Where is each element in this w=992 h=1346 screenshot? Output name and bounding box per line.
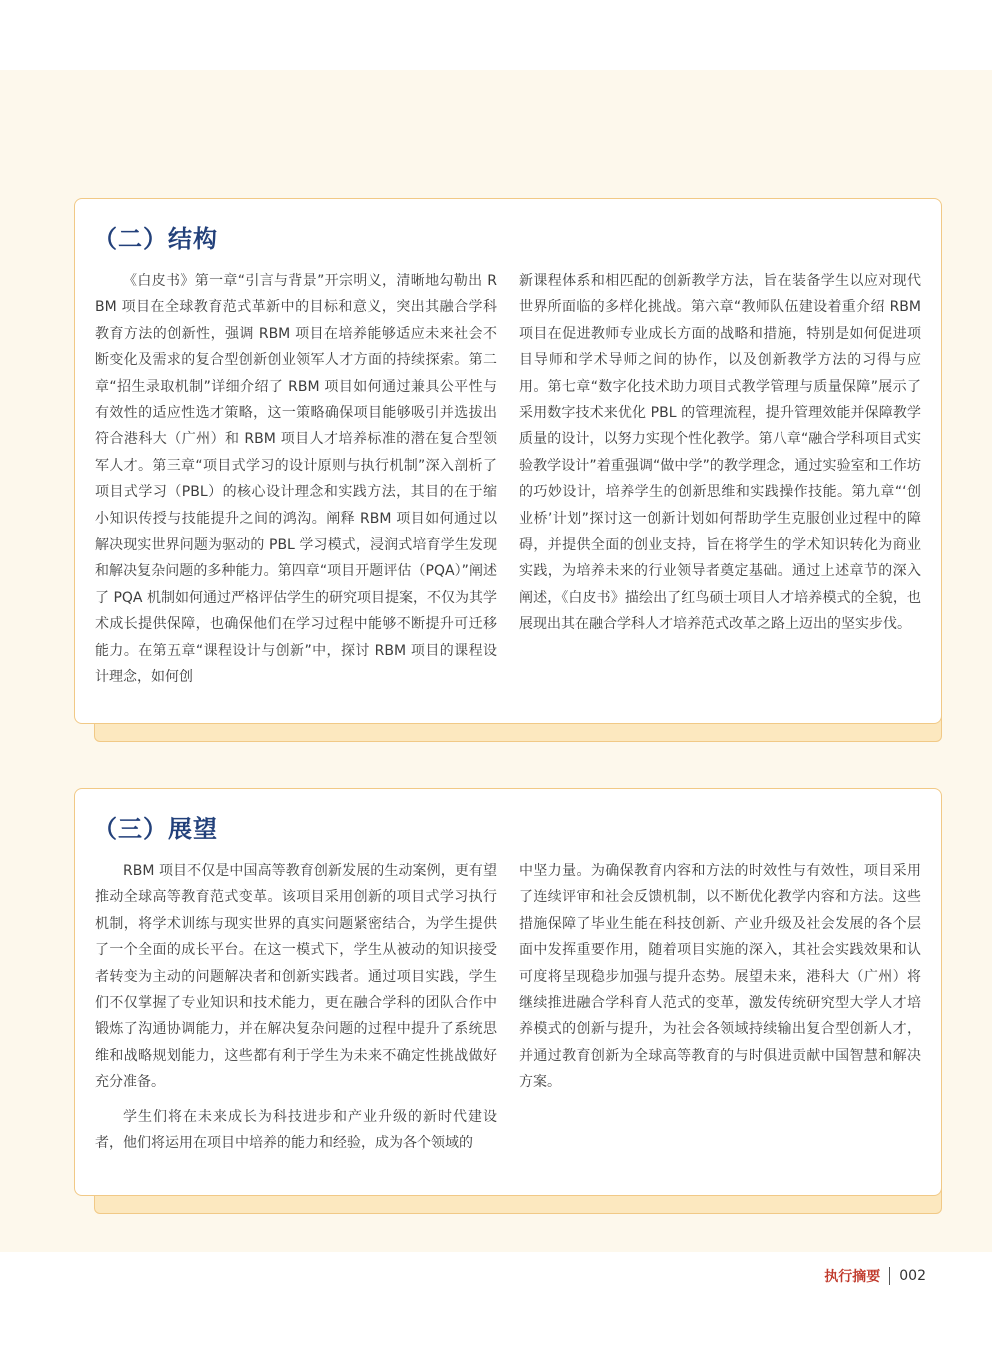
footer-title: 执行摘要 [824, 1269, 881, 1285]
left-column [95, 268, 497, 691]
paragraph: 《白皮书》第一章“引言与背景”开宗明义，清晰地勾勒出 RBM 项目在全球教育范式革新中的目标和意义，突出其融合学科教育方法的创新性，强调 RBM 项目在培养能够适应未来社会不断变化及需求的复合型创新创业领军人才方面的持续探索。第二章“招生录取机制”详细介绍了 RBM 项目如何通过兼具公平性与有效性的适应性选才策略，这一策略确保项目能够吸引并选拔出符合港科大（广州）和 RBM 项目人才培养标准的潜在复合型领军人才。第三章“项目式学习的设计原则与执行机制”深入剖析了项目式学习（PBL）的核心设计理念和实践方法，其目的在于缩小知识传授与技能提升之间的鸿沟。阐释 RBM 项目如何通过以解决现实世界问题为驱动的 PBL 学习模式，浸润式培育学生发现和解决复杂问题的多种能力。第四章“项目开题评估（PQA）”阐述了 PQA 机制如何通过严格评估学生的研究项目提案，不仅为其学术成长提供保障，也确保他们在学习过程中能够不断提升可迁移能力。在第五章“课程设计与创新”中，探讨 RBM 项目的课程设计理念，如何创 [95, 273, 497, 686]
left-column [95, 858, 497, 1156]
page-number: 002 [899, 1268, 926, 1284]
structure-section [74, 198, 942, 724]
paragraph: 学生们将在未来成长为科技进步和产业升级的新时代建设者，他们将运用在项目中培养的能力和经验，成为各个领域的 [95, 1108, 497, 1152]
section-title: （二）结构 [93, 225, 218, 253]
paragraph: 新课程体系和相匹配的创新教学方法，旨在装备学生以应对现代世界所面临的多样化挑战。第六章“教师队伍建设着重介绍 RBM 项目在促进教师专业成长方面的战略和措施，特别是如何促进项目导师和学术导师之间的协作，以及创新教学方法的习得与应用。第七章“数字化技术助力项目式教学管理与质量保障”展示了采用数字技术来优化 PBL 的管理流程，提升管理效能并保障教学质量的设计，以努力实现个性化教学。第八章“融合学科项目式实验教学设计”着重强调“做中学”的教学理念，通过实验室和工作坊的巧妙设计，培养学生的创新思维和实践操作技能。第九章“‘创业桥’计划”探讨这一创新计划如何帮助学生克服创业过程中的障碍，并提供全面的创业支持，旨在将学生的学术知识转化为商业实践，为培养未来的行业领导者奠定基础。通过上述章节的深入阐述，《白皮书》描绘出了红鸟硕士项目人才培养模式的全貌，也展现出其在融合学科人才培养范式改革之路上迈出的坚实步伐。 [519, 273, 921, 633]
footer-divider [889, 1267, 890, 1285]
outlook-card [74, 788, 942, 1196]
paragraph: 中坚力量。为确保教育内容和方法的时效性与有效性，项目采用了连续评审和社会反馈机制，以不断优化教学内容和方法。这些措施保障了毕业生能在科技创新、产业升级及社会发展的各个层面中发挥重要作用，随着项目实施的深入，其社会实践效果和认可度将呈现稳步加强与提升态势。展望未来，港科大（广州）将继续推进融合学科育人范式的变革，激发传统研究型大学人才培养模式的创新与提升，为社会各领域持续输出复合型创新人才，并通过教育创新为全球高等教育的与时俱进贡献中国智慧和解决方案。 [519, 863, 921, 1091]
right-column [519, 268, 921, 638]
right-column [519, 858, 921, 1096]
paragraph: RBM 项目不仅是中国高等教育创新发展的生动案例，更有望推动全球高等教育范式变革。该项目采用创新的项目式学习执行机制，将学术训练与现实世界的真实问题紧密结合，为学生提供了一个全面的成长平台。在这一模式下，学生从被动的知识接受者转变为主动的问题解决者和创新实践者。通过项目实践，学生们不仅掌握了专业知识和技术能力，更在融合学科的团队合作中锻炼了沟通协调能力，并在解决复杂问题的过程中提升了系统思维和战略规划能力，这些都有利于学生为未来不确定性挑战做好充分准备。 [95, 863, 497, 1091]
structure-card [74, 198, 942, 724]
section-title: （三）展望 [93, 815, 218, 843]
page-footer [824, 1266, 926, 1286]
outlook-section [74, 788, 942, 1196]
